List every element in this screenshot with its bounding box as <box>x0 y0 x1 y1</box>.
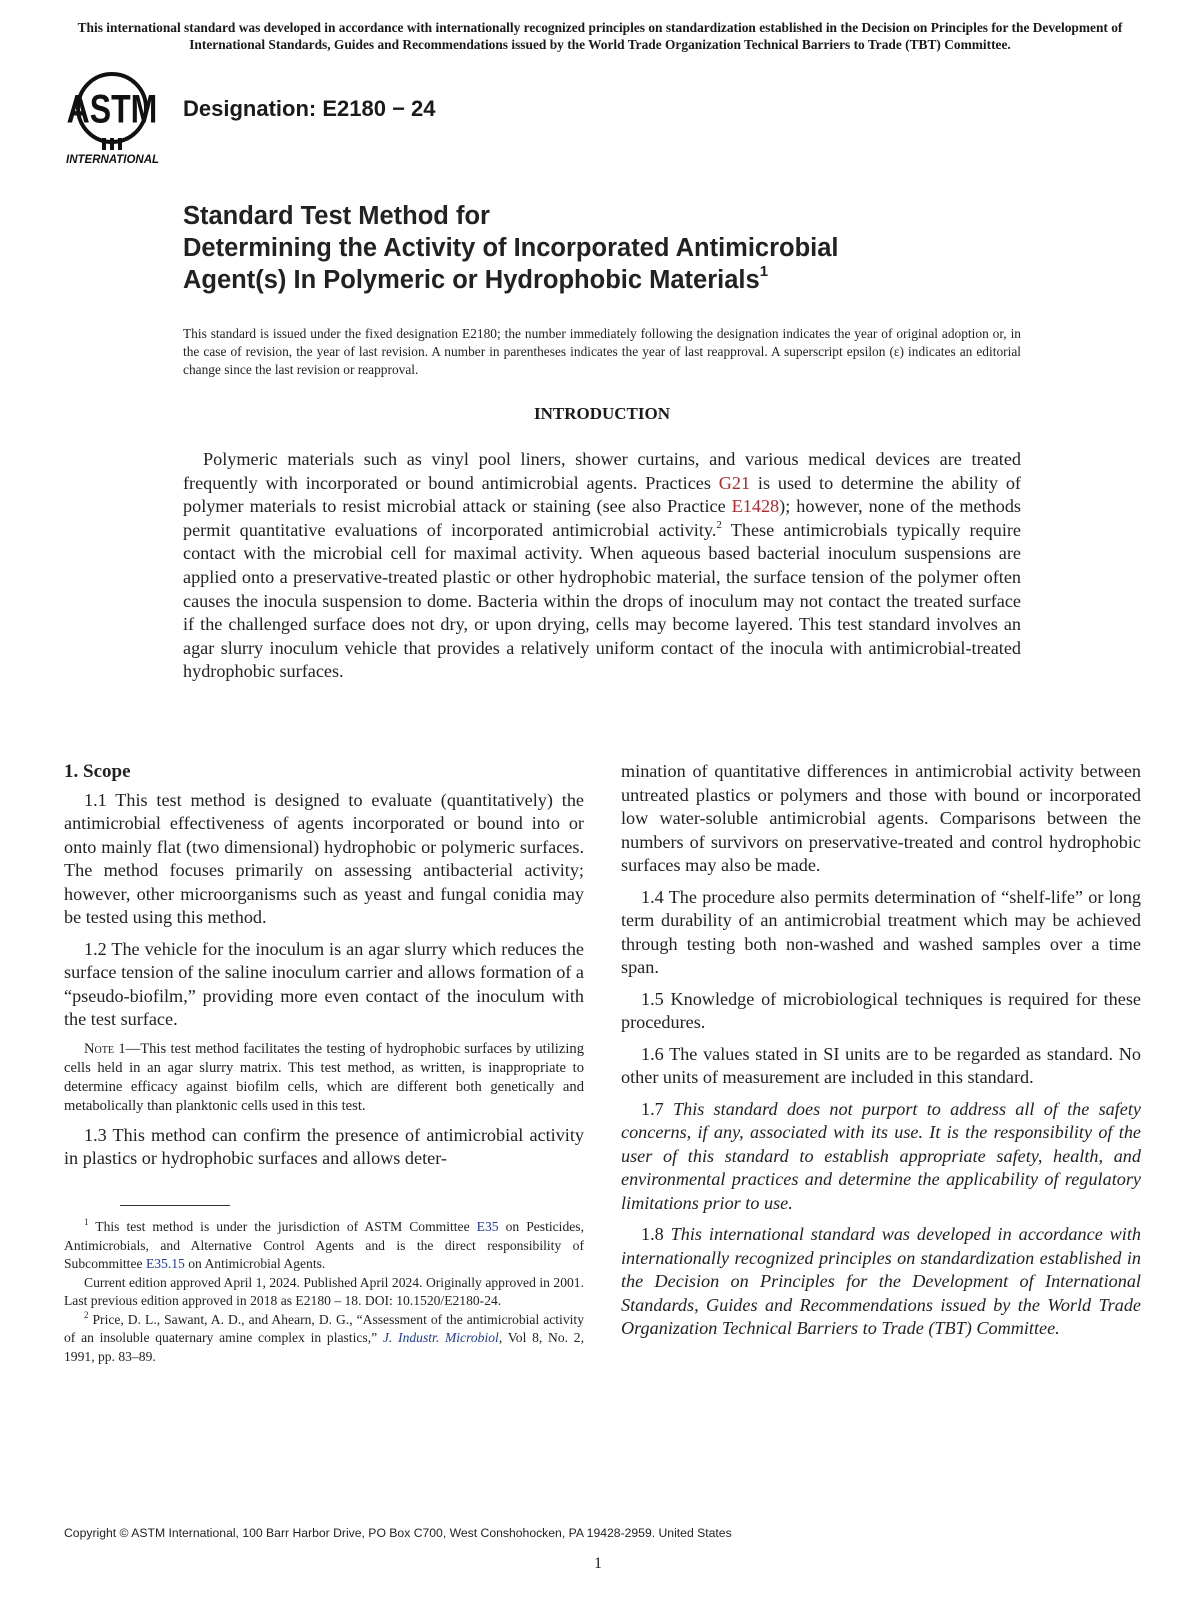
introduction-paragraph <box>183 448 1021 684</box>
section-1-8-number: 1.8 <box>641 1224 671 1244</box>
section-1-6: 1.6 The values stated in SI units are to be regarded as standard. No other units of measurement are included in this standard. <box>621 1043 1141 1087</box>
scope-heading: 1. Scope <box>64 761 131 782</box>
top-notice: This international standard was developed in accordance with internationally recognized principles on standardization established in the Decision on Principles for the Development of International Standards, Guides and Recommendations issued by the World Trade Organization Technical Barriers to Trade (TBT) Committee. <box>77 20 1123 52</box>
section-1-3-start: 1.3 This method can confirm the presence of antimicrobial activity in plastics or hydrophobic surfaces and allows deter- <box>64 1124 584 1168</box>
issued-note: This standard is issued under the fixed designation E2180; the number immediately following the designation indicates the year of original adoption or, in the case of revision, the year of last revision. A number in parentheses indicates the year of last reapproval. A superscript epsilon (ε) indicates an editorial change since the last revision or reapproval. <box>183 326 1021 377</box>
title-line-1: Standard Test Method for <box>183 202 490 230</box>
committee-e35-link[interactable]: E35 <box>476 1219 499 1234</box>
section-1-8 <box>621 1223 1141 1341</box>
section-1-3-continued: mination of quantitative differences in antimicrobial activity between untreated plastics or polymers and those with bound or incorporated low water-soluble antimicrobial agents. Comparisons between the numbers of survivors on preservative-treated and control hydrophobic surfaces may also be made. <box>621 761 1141 875</box>
footnote-divider <box>120 1205 230 1206</box>
intro-text-4: These antimicrobials typically require contact with the microbial cell for maximal activity. When aqueous based bacterial inoculum suspensions are applied onto a preservative-treated plastic or other hydrophobic material, the surface tension of the polymer often causes the inocula suspension to dome. Bacteria within the drops of inoculum may not contact the treated surface if the challenged surface does not dry, or upon drying, cells may become layered. This test standard involves an agar slurry inoculum vehicle that provides a relatively uniform contact of the inocula with antimicrobial-treated hydrophobic surfaces. <box>183 519 1021 682</box>
intro-text-1: Polymeric materials such as vinyl pool liners, shower curtains, and various medical devices are treated frequently with incorporated or bound antimicrobial agents. Practices <box>183 449 1021 493</box>
section-1-7-number: 1.7 <box>641 1098 673 1119</box>
logo-subtext: INTERNATIONAL <box>66 154 160 166</box>
journal-link[interactable]: J. Industr. Microbiol <box>382 1330 499 1345</box>
logo-wordmark: ASTM <box>66 86 158 132</box>
section-1-7-text: This standard does not purport to address all of the safety concerns, if any, associated with its use. It is the responsibility of the user of this standard to establish appropriate safety, health, and environmental practices and determine the applicability of regulatory limitations prior to use. <box>621 1098 1141 1213</box>
footnote-1 <box>64 1218 584 1274</box>
section-1-8-text: This international standard was developed in accordance with internationally recognized principles on standardization established in the Decision on Principles for the Development of International Standards, Guides and Recommendations issued by the World Trade Organization Technical Barriers to Trade (TBT) Committee. <box>621 1224 1142 1338</box>
footnote-1-edition: Current edition approved April 1, 2024. Published April 2024. Originally approved in 2001. Last previous edition approved in 2018 as E2180 – 18. DOI: 10.1520/E2180-24. <box>64 1274 584 1308</box>
note-1 <box>64 1040 584 1116</box>
footnotes <box>64 1218 584 1366</box>
ref-e1428-link[interactable]: E1428 <box>731 496 780 517</box>
page-number: 1 <box>594 1555 602 1572</box>
document-title <box>183 200 1003 296</box>
title-line-2: Determining the Activity of Incorporated Antimicrobial <box>183 234 839 262</box>
ref-g21-link[interactable]: G21 <box>718 472 751 493</box>
section-1-1: 1.1 This test method is designed to evaluate (quantitatively) the antimicrobial effectiveness of agents incorporated or bound into or onto mainly flat (two dimensional) hydrophobic or polymeric surfaces. The method focuses primarily on assessing antibacterial activity; however, other microorganisms such as yeast and fungal conidia may be tested using this method. <box>64 789 584 927</box>
footnote-1-mark: 1 <box>84 1217 89 1227</box>
intro-footnote-mark: 2 <box>716 518 722 531</box>
footnote-2-mark: 2 <box>84 1309 89 1320</box>
copyright: Copyright © ASTM International, 100 Barr Harbor Drive, PO Box C700, West Conshohocken, PA 19428-2959. United States <box>64 1526 732 1540</box>
section-1-5: 1.5 Knowledge of microbiological techniques is required for these procedures. <box>621 988 1141 1032</box>
introduction-heading: INTRODUCTION <box>533 404 671 423</box>
intro-text-2: is used to determine the ability of polymer materials to resist microbial attack or staining (see also Practice <box>183 472 1021 517</box>
designation: Designation: E2180 − 24 <box>183 96 436 121</box>
footnote-1-text-c: on Antimicrobial Agents. <box>184 1256 326 1271</box>
footnote-2 <box>64 1311 584 1367</box>
astm-logo <box>66 70 170 166</box>
footnote-1-text-a: This test method is under the jurisdiction of ASTM Committee <box>88 1219 477 1234</box>
note-label: Note <box>84 1040 114 1057</box>
left-column <box>64 760 584 1179</box>
section-1-4: 1.4 The procedure also permits determination of “shelf-life” or long term durability of an antimicrobial treatment which may be achieved through testing both non-washed and washed samples over a time span. <box>621 886 1141 977</box>
note-text: 1—This test method facilitates the testing of hydrophobic surfaces by utilizing cells held in an agar slurry matrix. This test method, as written, is inappropriate to determine efficacy against biofilm cells, which are different both genetically and metabolically than planktonic cells used in this test. <box>64 1040 584 1114</box>
footnote-1-text-b: on Pesticides, Antimicrobials, and Alternative Control Agents and is the direct responsibility of Subcommittee <box>64 1219 584 1271</box>
footnote-2-text-a: Price, D. L., Sawant, A. D., and Ahearn, D. G., “Assessment of the antimicrobial activity of an insoluble quaternary amine complex in plastics,” <box>64 1311 584 1345</box>
intro-text-3: ); however, none of the methods permit quantitative evaluations of incorporated antimicrobial activity. <box>183 496 1021 540</box>
title-line-3: Agent(s) In Polymeric or Hydrophobic Materials <box>183 266 760 294</box>
section-1-2: 1.2 The vehicle for the inoculum is an agar slurry which reduces the surface tension of the saline inoculum carrier and allows formation of a “pseudo-biofilm,” providing more even contact of the inoculum with the test surface. <box>64 938 584 1029</box>
footnote-2-text-b: , Vol 8, No. 2, 1991, pp. 83–89. <box>64 1330 584 1364</box>
subcommittee-e35-15-link[interactable]: E35.15 <box>145 1256 185 1271</box>
right-column <box>621 760 1141 1349</box>
title-footnote-mark: 1 <box>759 263 769 280</box>
section-1-7 <box>621 1098 1141 1216</box>
